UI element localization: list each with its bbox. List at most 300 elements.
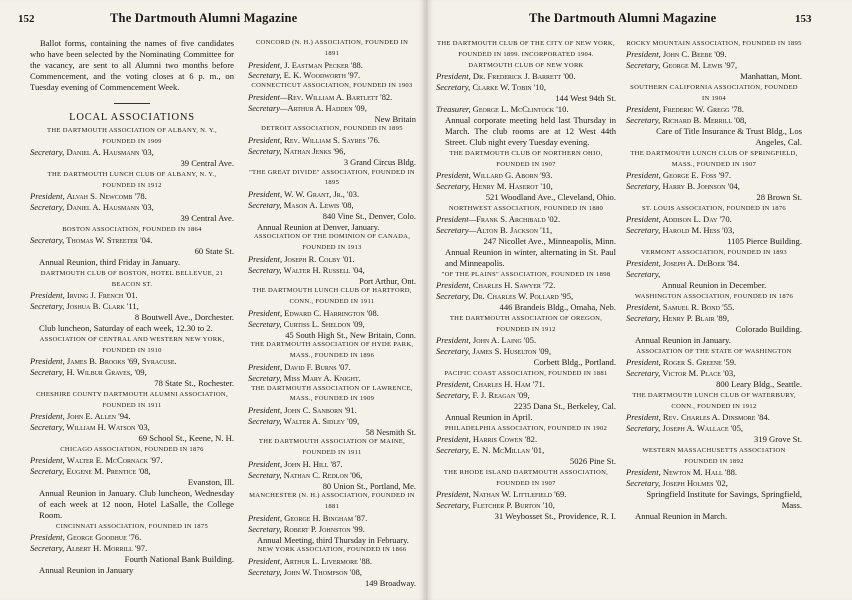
association-heading: NEW YORK ASSOCIATION, FOUNDED IN 1866: [257, 546, 407, 554]
address-line: 60 State St.: [194, 246, 234, 256]
officer-line: [626, 412, 802, 423]
address-line: New Britain: [374, 113, 416, 124]
officer-line: [626, 181, 802, 192]
officer-role: Secretary,: [30, 422, 65, 432]
association-heading: ASSOCIATION OF CENTRAL AND WESTERN NEW YORK, FOUNDED IN 1910: [39, 336, 225, 354]
association-heading: ASSOCIATION OF THE STATE OF WASHINGTON: [636, 348, 792, 355]
association-heading: THE DARTMOUTH ASSOCIATION OF MAINE, FOUNDED IN 1911: [258, 438, 406, 457]
officer-role: President,: [626, 302, 661, 312]
officer-line: [30, 301, 234, 312]
officer-name: W. W. Grant, Jr., '03.: [282, 189, 360, 200]
officer-name: James B. Brooks '69, Syracuse.: [64, 356, 177, 366]
officer-role: President,: [30, 191, 65, 201]
association-heading: CONCORD (N. H.) ASSOCIATION, FOUNDED IN 1891: [255, 39, 409, 57]
officer-name: Harris Cowen '82.: [470, 434, 538, 444]
officer-role: President,: [436, 489, 471, 499]
association-entry: [436, 148, 616, 203]
officer-line: [626, 368, 802, 379]
officer-line: [30, 422, 234, 433]
association-heading: WESTERN MASSACHUSETTS ASSOCIATION FOUNDED IN 1892: [642, 447, 786, 465]
officer-line: [626, 302, 802, 313]
association-entry: [30, 224, 234, 268]
association-heading: ST. LOUIS ASSOCIATION, FOUNDED IN 1876: [641, 205, 787, 212]
officer-role: Secretary,: [30, 147, 65, 157]
officer-role: President—: [436, 214, 477, 224]
officer-role: Secretary,: [30, 202, 65, 212]
officer-line: [30, 411, 234, 422]
officer-line: [248, 70, 416, 81]
officer-name: Arthur L. Livermore '88.: [282, 556, 372, 567]
right-page: [426, 0, 852, 600]
association-entry: [248, 545, 416, 588]
officer-line: [436, 170, 616, 181]
association-entry: [436, 423, 616, 467]
right-header-title: The Dartmouth Alumni Magazine: [529, 11, 717, 25]
officer-role: President,: [30, 290, 65, 300]
officer-role: Treasurer,: [436, 104, 471, 114]
officer-line: [248, 103, 416, 114]
officer-name: Nathan W. Littlefield '69.: [470, 489, 567, 499]
officer-name: E. K. Woodworth '97.: [281, 70, 361, 81]
officer-name: Eugene M. Prentice '08,: [64, 466, 151, 476]
officer-name: Rev. Charles A. Dinsmore '84.: [660, 412, 770, 422]
right-page-number: 153: [795, 13, 812, 25]
association-entry: [248, 491, 416, 545]
officer-line: [626, 423, 802, 434]
officer-role: Secretary,: [248, 372, 282, 383]
officer-role: Secretary,: [626, 368, 661, 378]
officer-role: President,: [436, 335, 471, 345]
officer-name: Nathan C. Redlon '06,: [281, 469, 363, 480]
officer-line: [248, 470, 416, 481]
officer-name: Irving J. French '01.: [64, 290, 138, 300]
association-heading: THE DARTMOUTH ASSOCIATION OF LAWRENCE, MASS., FOUNDED IN 1909: [251, 384, 413, 403]
association-entry: [436, 313, 616, 368]
officer-line: [626, 115, 802, 126]
association-heading: THE DARTMOUTH LUNCH CLUB OF SPRINGFIELD, MASS., FOUNDED IN 1907: [630, 150, 798, 168]
officer-line: [248, 189, 416, 200]
officer-name: Victor M. Place '03,: [660, 368, 736, 378]
association-heading: ASSOCIATION OF THE DOMINION OF CANADA, FOUNDED IN 1913: [253, 233, 411, 252]
officer-line: [248, 524, 416, 535]
officer-name: Walter A. Sidley '09,: [281, 415, 360, 426]
association-heading: THE DARTMOUTH ASSOCIATION OF ALBANY, N. Y., FOUNDED IN 1909: [47, 127, 217, 145]
association-entry: [30, 334, 234, 389]
officer-line: [626, 104, 802, 115]
association-entry: [626, 247, 802, 291]
officer-role: Secretary,: [30, 543, 65, 553]
address-line: 144 West 94th St.: [555, 93, 616, 103]
association-entry: [436, 203, 616, 269]
officer-name: Fletcher P. Burton '10,: [470, 500, 555, 510]
officer-line: [436, 335, 616, 346]
officer-role: President,: [626, 467, 661, 477]
officer-name: Charles H. Ham '71.: [470, 379, 545, 389]
officer-name: William H. Watson '03,: [64, 422, 150, 432]
officer-name: Henry M. Haserot '10,: [470, 181, 553, 191]
association-heading: CONNECTICUT ASSOCIATION, FOUNDED IN 1903: [251, 82, 413, 90]
officer-line: [30, 543, 234, 554]
officer-role: President,: [626, 357, 661, 367]
ballot-intro-paragraph: Ballot forms, containing the names of five candidates who have been selected by the Nominating Committee for the vacancy, are sent to all Alumni two months before Commencement, and the voting closes at 6 p. m., on Tuesday evening of Commencement Week.: [30, 38, 234, 92]
officer-name: Thomas W. Streeter '04.: [64, 235, 153, 245]
right-column-1: [436, 38, 616, 594]
officer-role: President,: [248, 361, 283, 372]
association-entry: [626, 82, 802, 148]
officer-name: Harry B. Johnson '04,: [660, 181, 740, 191]
note-line: Annual Reunion, third Friday in January.: [39, 257, 180, 267]
association-heading: CINCINNATI ASSOCIATION, FOUNDED IN 1875: [55, 523, 209, 530]
officer-line: [30, 191, 234, 202]
officer-role: Secretary,: [248, 469, 282, 480]
officer-line: [436, 445, 616, 456]
association-heading: THE DARTMOUTH LUNCH CLUB OF WATERBURY, CONN., FOUNDED IN 1912: [632, 392, 796, 410]
association-entry: [248, 340, 416, 383]
officer-line: [248, 135, 416, 146]
officer-role: Secretary,: [30, 235, 65, 245]
officer-name: Albert H. Morrill '97.: [64, 543, 148, 553]
address-line: 319 Grove St.: [754, 434, 802, 444]
address-line: Port Arthur, Ont.: [359, 275, 416, 286]
address-line: 3 Grand Circus Bldg.: [343, 156, 416, 167]
officer-name: Addison L. Day '70.: [660, 214, 732, 224]
officer-role: Secretary,: [436, 82, 471, 92]
officer-line: [248, 265, 416, 276]
note-line: Annual Reunion in winter, alternating in St. Paul and Minneapolis.: [445, 247, 616, 268]
officer-name: Frederic W. Gregg '78.: [660, 104, 744, 114]
association-heading: MANCHESTER (N. H.) ASSOCIATION, FOUNDED IN 1881: [249, 492, 415, 511]
association-list: [626, 38, 802, 522]
officer-role: President,: [626, 214, 661, 224]
section-title: LOCAL ASSOCIATIONS: [69, 112, 195, 123]
officer-name: Mason A. Lewis '08,: [281, 199, 354, 210]
officer-role: Secretary,: [436, 445, 471, 455]
officer-name: E. N. McMillan '01,: [470, 445, 545, 455]
association-entry: [30, 125, 234, 169]
officer-role: President,: [248, 189, 283, 200]
officer-role: President,: [248, 556, 283, 567]
association-entry: [626, 203, 802, 247]
officer-role: Secretary,: [248, 70, 282, 81]
officer-line: [248, 405, 416, 416]
officer-line: [30, 290, 234, 301]
association-heading: VERMONT ASSOCIATION, FOUNDED IN 1893: [640, 249, 788, 256]
officer-role: Secretary,: [248, 264, 282, 275]
officer-name: George Goodhue '76.: [64, 532, 142, 542]
officer-name: John A. Laing '05.: [470, 335, 537, 345]
officer-role: President,: [248, 59, 283, 70]
officer-line: [30, 147, 234, 158]
officer-line: [436, 280, 616, 291]
address-line: 521 Woodland Ave., Cleveland, Ohio.: [485, 192, 616, 202]
officer-role: Secretary,: [248, 145, 282, 156]
association-heading: ROCKY MOUNTAIN ASSOCIATION, FOUNDED IN 1895: [626, 40, 802, 47]
officer-name: Henry P. Blair '89,: [660, 313, 730, 323]
note-line: Annual Reunion in January.: [635, 335, 731, 345]
address-line: 149 Broadway.: [364, 577, 416, 588]
officer-role: Secretary,: [626, 423, 661, 433]
officer-name: John C. Sanborn '91.: [282, 405, 357, 416]
officer-role: President,: [436, 71, 471, 81]
officer-line: [248, 146, 416, 157]
officer-name: George M. Lewis '97,: [660, 60, 738, 70]
officer-role: Secretary,: [30, 301, 65, 311]
officer-role: President,: [30, 455, 65, 465]
association-entry: [30, 268, 234, 334]
address-line: 69 School St., Keene, N. H.: [138, 433, 234, 443]
note-line: Annual Reunion at Denver, January.: [257, 221, 380, 232]
officer-role: Secretary,: [626, 478, 661, 488]
officer-line: [626, 214, 802, 225]
officer-line: [436, 71, 616, 82]
officer-name: George H. Bingham '87.: [282, 513, 368, 524]
association-heading: PACIFIC COAST ASSOCIATION, FOUNDED IN 1881: [444, 370, 608, 377]
association-entry: [30, 169, 234, 224]
association-heading: THE DARTMOUTH ASSOCIATION OF OREGON, FOUNDED IN 1912: [449, 315, 603, 333]
address-line: 840 Vine St., Denver, Colo.: [322, 210, 416, 221]
officer-name: John C. Beebe '09.: [660, 49, 727, 59]
association-entry: [436, 269, 616, 313]
officer-name: John H. Hill '87.: [282, 459, 343, 470]
association-heading: NORTHWEST ASSOCIATION, FOUNDED IN 1880: [448, 205, 604, 212]
officer-name: Walter H. Russell '04,: [281, 264, 365, 275]
officer-role: President,: [30, 411, 65, 421]
officer-line: [436, 181, 616, 192]
address-line: 80 Union St., Portland, Me.: [322, 480, 416, 491]
note-line: Club luncheon, Saturday of each week, 12.30 to 2.: [39, 323, 213, 333]
officer-line: [436, 390, 616, 401]
association-entry: [436, 38, 616, 148]
section-divider: [114, 103, 150, 104]
officer-line: [626, 357, 802, 368]
address-line: 39 Central Ave.: [180, 158, 234, 168]
officer-role: Secretary,: [248, 523, 282, 534]
officer-line: [436, 379, 616, 390]
officer-name: H. Wilbur Graves, '09,: [64, 367, 147, 377]
address-line: 800 Leary Bldg., Seattle.: [716, 379, 802, 389]
officer-name: Harold M. Hess '03,: [660, 225, 735, 235]
officer-role: Secretary,: [626, 181, 661, 191]
officer-line: [248, 319, 416, 330]
address-line: 8 Boutwell Ave., Dorchester.: [134, 312, 234, 322]
address-line: 28 Brown St.: [756, 192, 802, 202]
officer-role: Secretary,: [626, 225, 661, 235]
officer-role: Secretary,: [626, 60, 661, 70]
officer-line: [248, 362, 416, 373]
association-heading: WASHINGTON ASSOCIATION, FOUNDED IN 1876: [634, 293, 794, 300]
officer-line: [30, 367, 234, 378]
association-entry: [248, 437, 416, 491]
left-header-title: The Dartmouth Alumni Magazine: [110, 11, 298, 25]
officer-role: President,: [436, 170, 471, 180]
officer-line: [30, 202, 234, 213]
note-line: Annual Reunion in December.: [661, 280, 767, 290]
address-line: Corbett Bldg., Portland.: [533, 357, 616, 367]
officer-line: [436, 214, 616, 225]
address-line: 45 South High St., New Britain, Conn.: [285, 329, 416, 340]
officer-line: [248, 254, 416, 265]
officer-role: Secretary,: [436, 291, 471, 301]
officer-line: [626, 170, 802, 181]
officer-name: Daniel A. Hausmann '03,: [64, 147, 154, 157]
officer-line: [436, 500, 616, 511]
association-entry: [436, 467, 616, 522]
association-heading: CHICAGO ASSOCIATION, FOUNDED IN 1876: [60, 446, 204, 453]
officer-line: [436, 225, 616, 236]
address-line: 58 Nesmith St.: [365, 426, 416, 437]
officer-role: Secretary,: [248, 415, 282, 426]
officer-name: James S. Huselton '09,: [470, 346, 552, 356]
officer-role: President—: [248, 91, 288, 102]
officer-line: [626, 225, 802, 236]
association-heading: THE DARTMOUTH LUNCH CLUB OF ALBANY, N. Y., FOUNDED IN 1912: [47, 171, 217, 189]
officer-name: Edward C. Harrington '08.: [282, 307, 379, 318]
association-heading: DETROIT ASSOCIATION, FOUNDED IN 1895: [261, 125, 403, 133]
association-heading: BOSTON ASSOCIATION, FOUNDED IN 1864: [62, 226, 202, 233]
officer-name: Clarke W. Tobin '10,: [470, 82, 546, 92]
association-heading: DARTMOUTH CLUB OF BOSTON, HOTEL BELLEVUE, 21 BEACON ST.: [40, 270, 224, 288]
officer-line: [30, 235, 234, 246]
officer-role: President,: [626, 412, 661, 422]
association-entry: [248, 81, 416, 124]
address-line: Manhattan, Mont.: [740, 71, 802, 81]
association-list: [30, 125, 234, 576]
officer-role: President,: [248, 459, 283, 470]
address-line: 446 Brandeis Bldg., Omaha, Neb.: [499, 302, 616, 312]
officer-name: Dr. Frederick J. Barrett '00.: [470, 71, 576, 81]
officer-name: F. J. Reagan '09,: [470, 390, 530, 400]
officer-name: John E. Allen '94.: [64, 411, 131, 421]
officer-role: President,: [626, 49, 661, 59]
association-entry: [248, 232, 416, 286]
left-column-2: [248, 38, 416, 594]
officer-role: Secretary,: [436, 346, 471, 356]
officer-line: [248, 308, 416, 319]
address-line: Fourth National Bank Building.: [124, 554, 234, 564]
address-line: Evanston, Ill.: [187, 477, 234, 487]
association-entry: [436, 368, 616, 423]
association-heading: THE DARTMOUTH CLUB OF NORTHERN OHIO, FOUNDED IN 1907: [449, 150, 603, 168]
officer-line: [30, 532, 234, 543]
officer-name: Willard G. Aborn '93.: [470, 170, 553, 180]
officer-line: [30, 466, 234, 477]
association-heading: SOUTHERN CALIFORNIA ASSOCIATION, FOUNDED IN 1904: [630, 84, 798, 102]
officer-role: Secretary,: [436, 390, 471, 400]
officer-line: [626, 258, 802, 269]
officer-role: Secretary,: [30, 367, 65, 377]
address-line: 78 State St., Rochester.: [154, 378, 234, 388]
officer-role: Secretary,: [248, 567, 282, 578]
officer-name: Rev. William S. Sayres '76.: [282, 135, 380, 146]
address-line: Care of Title Insurance & Trust Bldg., Los Angeles, Cal.: [656, 126, 802, 147]
address-line: 39 Central Ave.: [180, 213, 234, 223]
association-entry: [626, 291, 802, 346]
address-line: 1105 Pierce Building.: [727, 236, 802, 246]
address-line: 31 Weybosset St., Providence, R. I.: [494, 511, 616, 521]
address-line: Colorado Building.: [735, 324, 802, 334]
association-heading: THE RHODE ISLAND DARTMOUTH ASSOCIATION, FOUNDED IN 1907: [443, 469, 609, 487]
officer-line: [436, 489, 616, 500]
officer-role: Secretary—: [436, 225, 477, 235]
officer-name: Newton M. Hall '88.: [660, 467, 738, 477]
officer-role: Secretary,: [30, 466, 65, 476]
note-line: Annual Reunion in January. Club luncheon, Wednesday of each week at 12 noon, Hotel LaSalle, the College Room.: [39, 488, 234, 520]
association-entry: [248, 38, 416, 81]
association-entry: [626, 346, 802, 390]
officer-line: [436, 104, 616, 115]
association-entry: [626, 390, 802, 445]
association-entry: [626, 148, 802, 203]
officer-name: Frank S. Archibald '02.: [476, 214, 561, 224]
officer-line: [248, 92, 416, 103]
officer-role: Secretary,: [626, 313, 661, 323]
left-page-number: 152: [18, 13, 35, 25]
officer-name: Joseph Holmes '02,: [660, 478, 728, 488]
address-line: 247 Nicollet Ave., Minneapolis, Minn.: [483, 236, 616, 246]
officer-line: [436, 82, 616, 93]
officer-role: Secretary,: [626, 269, 661, 279]
officer-name: Alton B. Jackson '11,: [476, 225, 553, 235]
officer-line: [626, 60, 802, 71]
officer-role: Secretary,: [248, 318, 282, 329]
officer-role: Secretary,: [626, 115, 661, 125]
officer-line: [248, 200, 416, 211]
association-entry: [248, 286, 416, 340]
officer-name: David F. Burns '07.: [282, 361, 351, 372]
association-entry: [248, 124, 416, 167]
note-line: Annual Meeting, third Thursday in February.: [257, 534, 409, 545]
officer-name: George E. Foss '97.: [660, 170, 732, 180]
association-entry: [626, 445, 802, 522]
officer-name: George L. McClintock '10.: [470, 104, 569, 114]
officer-name: Rev. William A. Bartlett '82.: [287, 91, 393, 102]
note-line: Annual corporate meeting held last Thursday in March. The club rooms are at 12 West 44th Street. Club night every Tuesday evening.: [445, 115, 616, 147]
officer-name: Miss Mary A. Knight.: [281, 372, 361, 383]
association-entry: [30, 444, 234, 521]
officer-line: [248, 567, 416, 578]
officer-name: Arthur A. Hadden '09,: [287, 102, 367, 113]
association-entry: [248, 168, 416, 233]
officer-line: [436, 291, 616, 302]
association-entry: [30, 389, 234, 444]
officer-line: [626, 49, 802, 60]
association-entry: [30, 521, 234, 576]
association-heading: "OF THE PLAINS" ASSOCIATION, FOUNDED IN 1898: [441, 271, 611, 278]
association-heading: "THE GREAT DIVIDE" ASSOCIATION, FOUNDED IN 1895: [249, 168, 415, 187]
note-line: Annual Reunion in January: [39, 565, 134, 575]
officer-role: President,: [30, 356, 65, 366]
address-line: 2235 Dana St., Berkeley, Cal.: [513, 401, 616, 411]
officer-name: Robert P. Johnston '99.: [281, 523, 365, 534]
officer-line: [248, 556, 416, 567]
officer-line: [248, 513, 416, 524]
officer-role: Secretary,: [248, 199, 282, 210]
officer-line: [248, 459, 416, 470]
officer-name: Joseph R. Colby '01.: [282, 253, 355, 264]
officer-role: President,: [436, 280, 471, 290]
association-entry: [626, 38, 802, 82]
address-line: 5026 Pine St.: [569, 456, 616, 466]
association-list: [248, 38, 416, 589]
officer-name: Joseph A. DeBoer '84.: [660, 258, 740, 268]
officer-line: [436, 346, 616, 357]
officer-role: President,: [436, 379, 471, 389]
officer-line: [626, 269, 802, 280]
association-heading: THE DARTMOUTH CLUB OF THE CITY OF NEW YORK, FOUNDED IN 1899. INCORPORATED 1904. DARTMOUTH CLUB OF NEW YORK: [437, 40, 615, 69]
officer-name: Richard B. Merrill '08,: [660, 115, 747, 125]
officer-line: [626, 467, 802, 478]
officer-line: [30, 455, 234, 466]
